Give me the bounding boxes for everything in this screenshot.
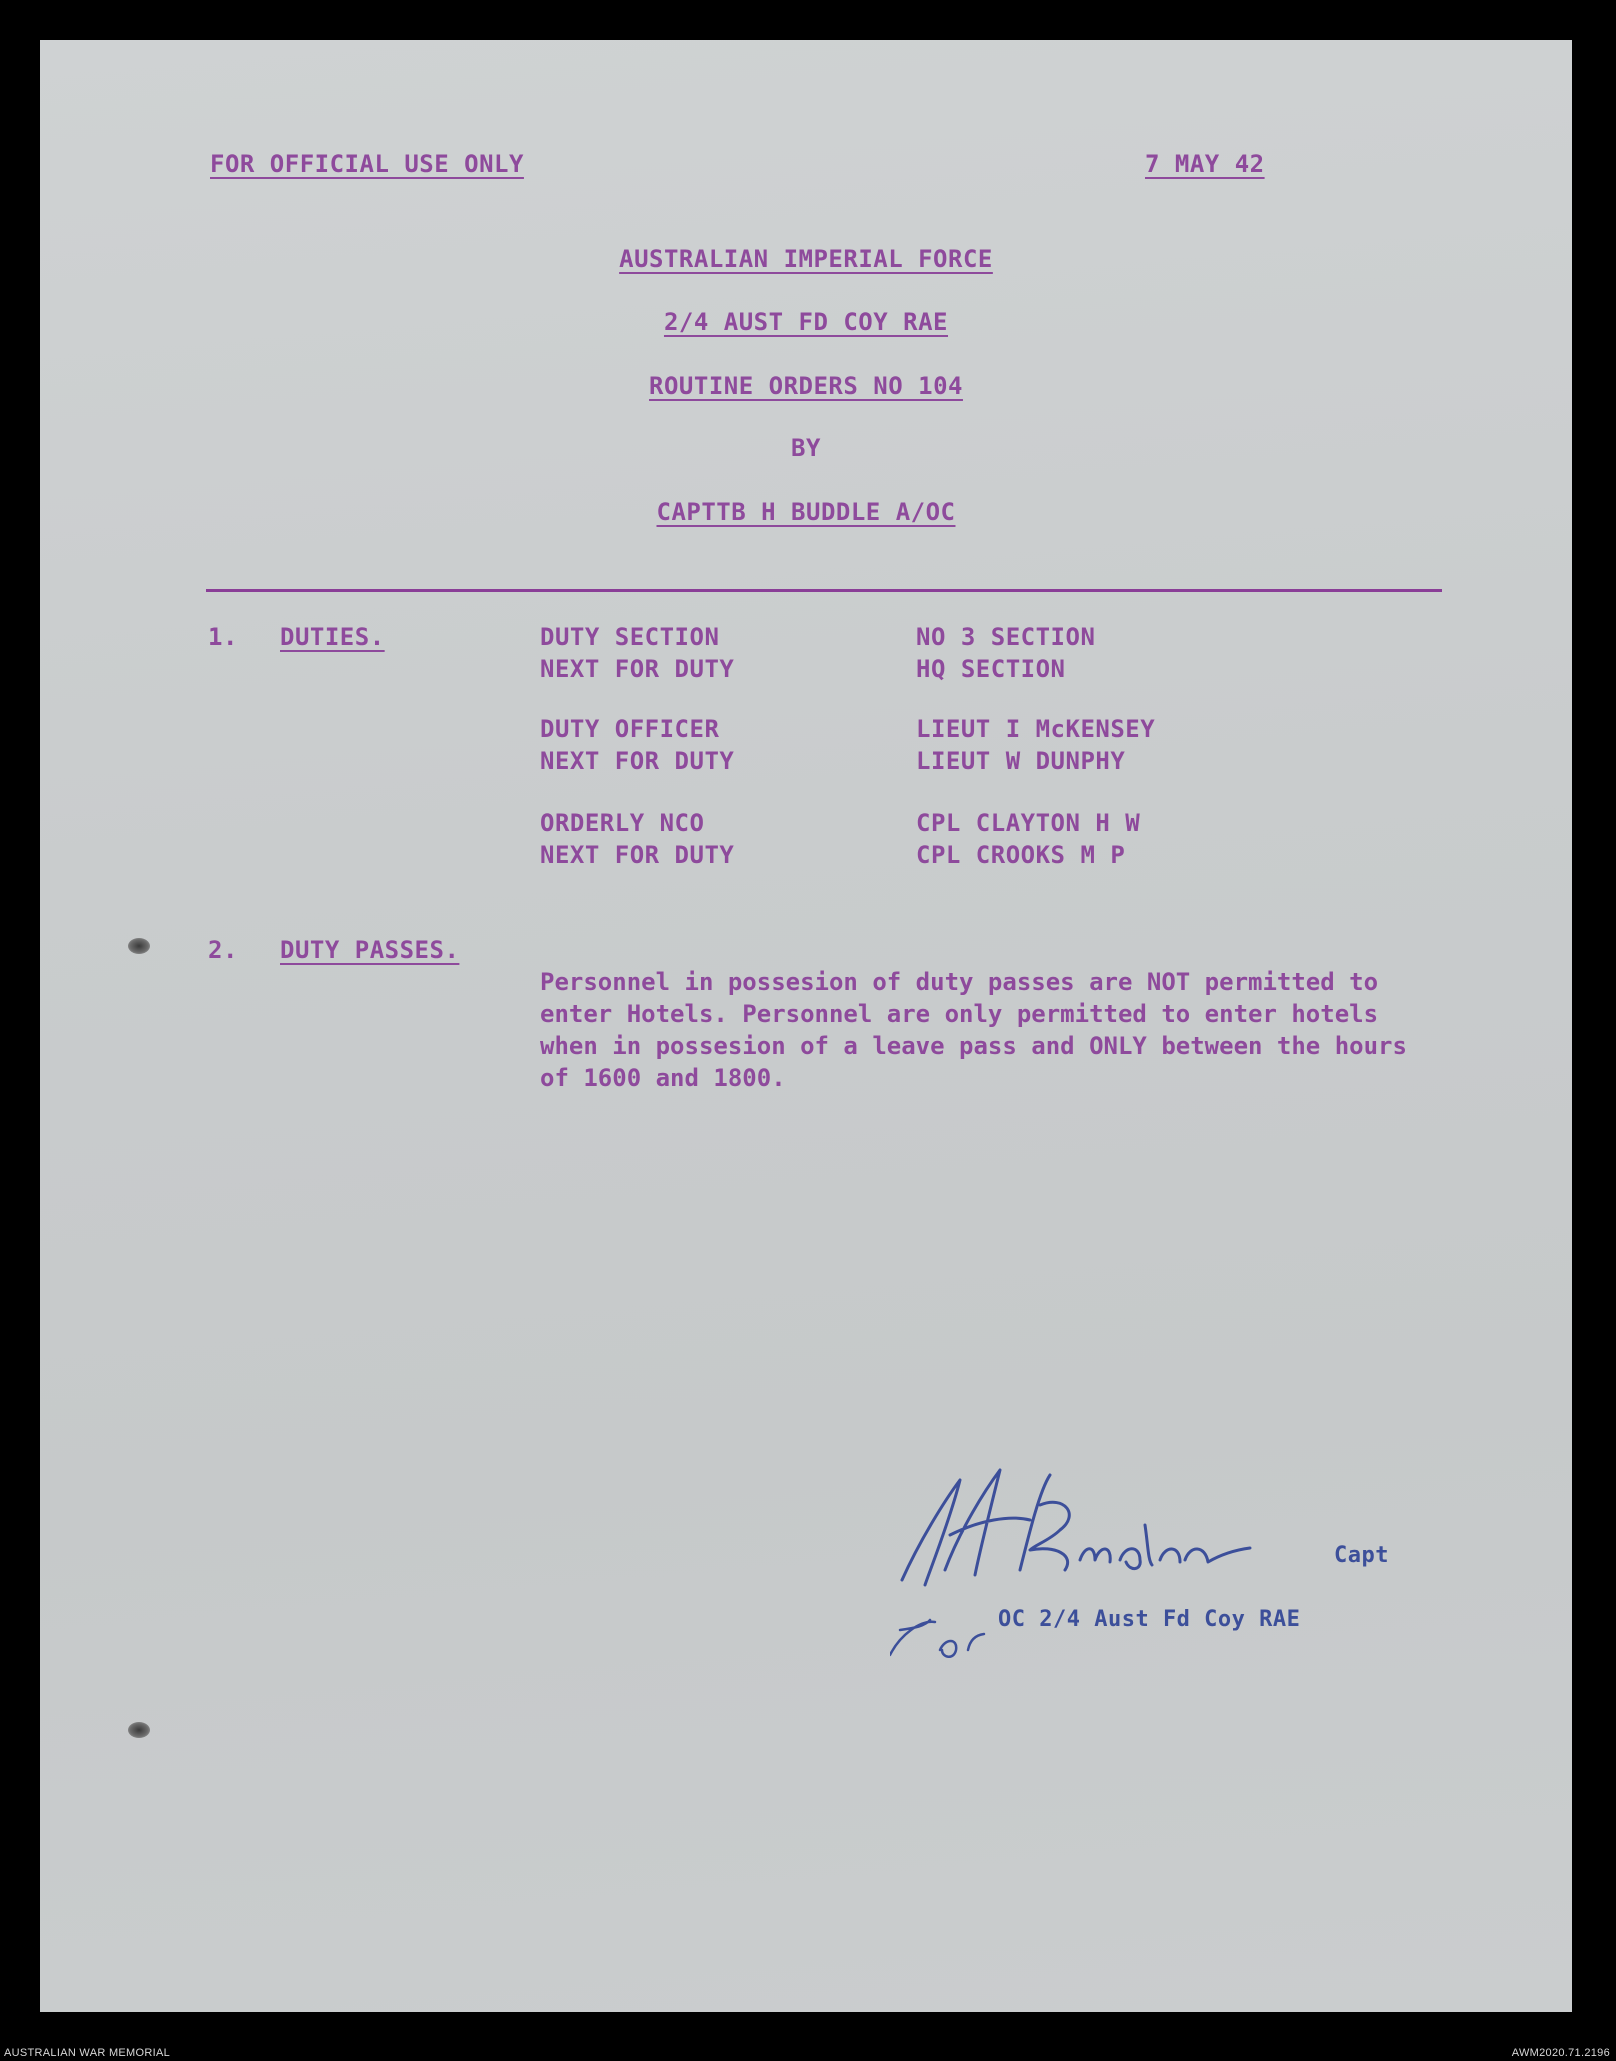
signatory-rank: Capt: [1334, 1543, 1389, 1568]
duty-assignee: HQ SECTION: [916, 655, 1066, 683]
title-by: BY: [791, 434, 821, 462]
header-divider: [206, 589, 1442, 592]
signatory-on-behalf: OC 2/4 Aust Fd Coy RAE: [998, 1607, 1301, 1632]
title-orders-number: ROUTINE ORDERS NO 104: [649, 372, 963, 400]
classification-label: FOR OFFICIAL USE ONLY: [210, 150, 524, 178]
footer-archive-reference: AWM2020.71.2196: [1511, 2047, 1610, 2059]
item-heading-duty-passes: DUTY PASSES.: [280, 936, 460, 964]
item-heading-duties: DUTIES.: [280, 623, 385, 651]
item-number: 2.: [208, 936, 238, 964]
duty-assignee: LIEUT I McKENSEY: [916, 715, 1156, 743]
document-date: 7 MAY 42: [1145, 150, 1265, 178]
duty-role: DUTY SECTION: [540, 623, 720, 651]
duty-role: NEXT FOR DUTY: [540, 747, 735, 775]
duty-assignee: LIEUT W DUNPHY: [916, 747, 1126, 775]
punch-hole: [128, 938, 150, 954]
duty-role: NEXT FOR DUTY: [540, 655, 735, 683]
punch-hole: [128, 1722, 150, 1738]
duty-assignee: CPL CROOKS M P: [916, 841, 1126, 869]
item-number: 1.: [208, 623, 238, 651]
duty-assignee: NO 3 SECTION: [916, 623, 1096, 651]
title-issuer: CAPTTB H BUDDLE A/OC: [656, 498, 956, 526]
duty-assignee: CPL CLAYTON H W: [916, 809, 1141, 837]
duty-passes-text: Personnel in possesion of duty passes are NOT permitted to enter Hotels. Personnel are only permitted to enter hotels when in possesion of a leave pass and ONLY between the hours of 1600 and 1800.: [540, 968, 1407, 1092]
title-unit: 2/4 AUST FD COY RAE: [663, 308, 949, 336]
footer-archive-name: AUSTRALIAN WAR MEMORIAL: [4, 2047, 171, 2059]
document-page: [40, 40, 1572, 2012]
duty-role: DUTY OFFICER: [540, 715, 720, 743]
duty-role: NEXT FOR DUTY: [540, 841, 735, 869]
duty-role: ORDERLY NCO: [540, 809, 705, 837]
handwritten-signature: [890, 1450, 1320, 1670]
title-organisation: AUSTRALIAN IMPERIAL FORCE: [619, 245, 993, 273]
